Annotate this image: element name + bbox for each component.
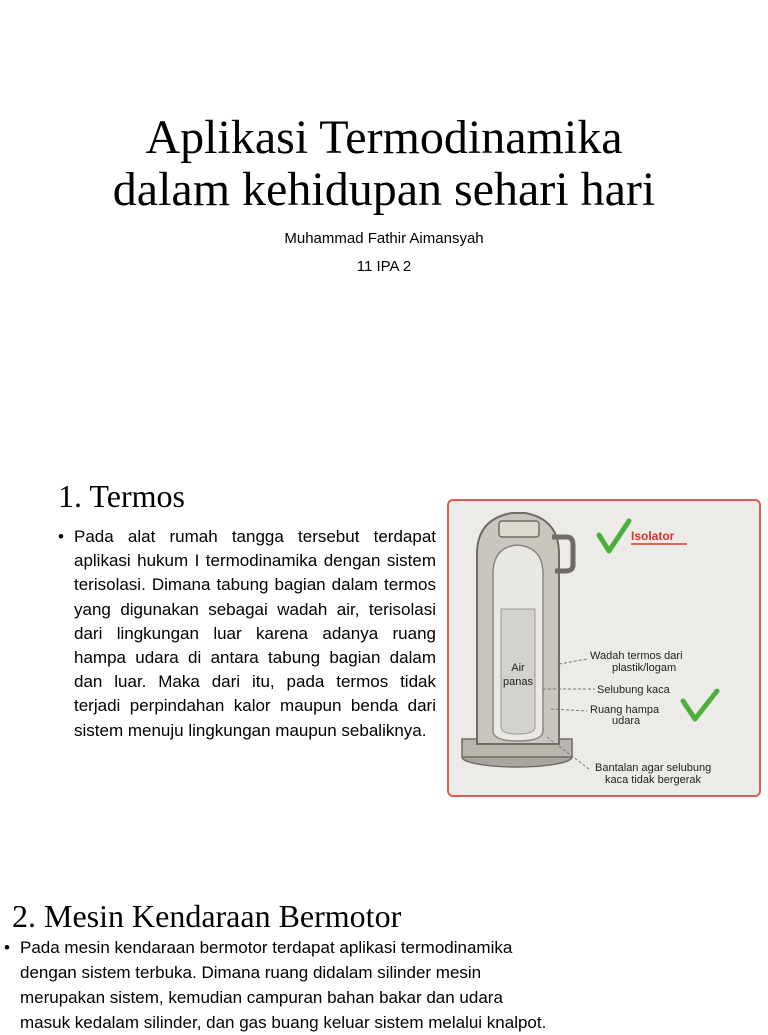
mesin-body-line-1: Pada mesin kendaraan bermotor terdapat aplikasi termodinamika bbox=[20, 938, 513, 957]
isolator-label: Isolator bbox=[631, 529, 675, 543]
thermos-lid bbox=[499, 521, 539, 537]
mesin-body-line-2: dengan sistem terbuka. Dimana ruang didalam silinder mesin bbox=[20, 963, 482, 982]
ruang-label-line-2: udara bbox=[612, 715, 641, 727]
slide-title bbox=[40, 112, 728, 216]
mesin-bullet-item bbox=[4, 935, 744, 1035]
ruang-label-line-1: Ruang hampa bbox=[590, 704, 660, 716]
title-line-2: dalam kehidupan sehari hari bbox=[112, 163, 656, 216]
bullet-marker: • bbox=[4, 938, 10, 957]
thermos-diagram bbox=[447, 499, 761, 797]
termos-bullet-list bbox=[58, 525, 436, 743]
bantalan-label-line-2: kaca tidak bergerak bbox=[605, 774, 701, 786]
air-panas-line-2: panas bbox=[503, 676, 533, 688]
termos-bullet-item bbox=[58, 525, 436, 743]
section-heading-mesin: 2. Mesin Kendaraan Bermotor bbox=[12, 898, 402, 934]
mesin-body-line-4: masuk kedalam silinder, dan gas buang keluar sistem melalui knalpot. bbox=[20, 1013, 547, 1032]
air-panas-line-1: Air bbox=[511, 662, 525, 674]
termos-body-text: Pada alat rumah tangga tersebut terdapat aplikasi hukum I termodinamika dengan sistem terisolasi. Dimana tabung bagian dalam termos yang digunakan sebagai wadah air, terisolasi dari lingkungan luar karena adanya ruang hampa udara di antara tabung bagian dalam dan luar. Maka dari itu, pada termos tidak terjadi perpindahan kalor maupun benda dari sistem menuju lingkungan maupun sebaliknya. bbox=[74, 527, 436, 740]
wadah-label-line-2: plastik/logam bbox=[612, 662, 677, 674]
bullet-marker: • bbox=[58, 527, 64, 546]
author-name: Muhammad Fathir Aimansyah bbox=[284, 230, 484, 247]
section-heading-termos: 1. Termos bbox=[58, 478, 185, 514]
wadah-label-line-1: Wadah termos dari bbox=[590, 650, 683, 662]
bantalan-label-line-1: Bantalan agar selubung bbox=[595, 762, 712, 774]
selubung-label: Selubung kaca bbox=[597, 684, 670, 696]
title-line-1: Aplikasi Termodinamika bbox=[145, 111, 623, 164]
class-name: 11 IPA 2 bbox=[356, 258, 412, 275]
mesin-body-line-3: merupakan sistem, kemudian campuran bahan bakar dan udara bbox=[20, 988, 503, 1007]
mesin-bullet-list bbox=[4, 935, 744, 1035]
